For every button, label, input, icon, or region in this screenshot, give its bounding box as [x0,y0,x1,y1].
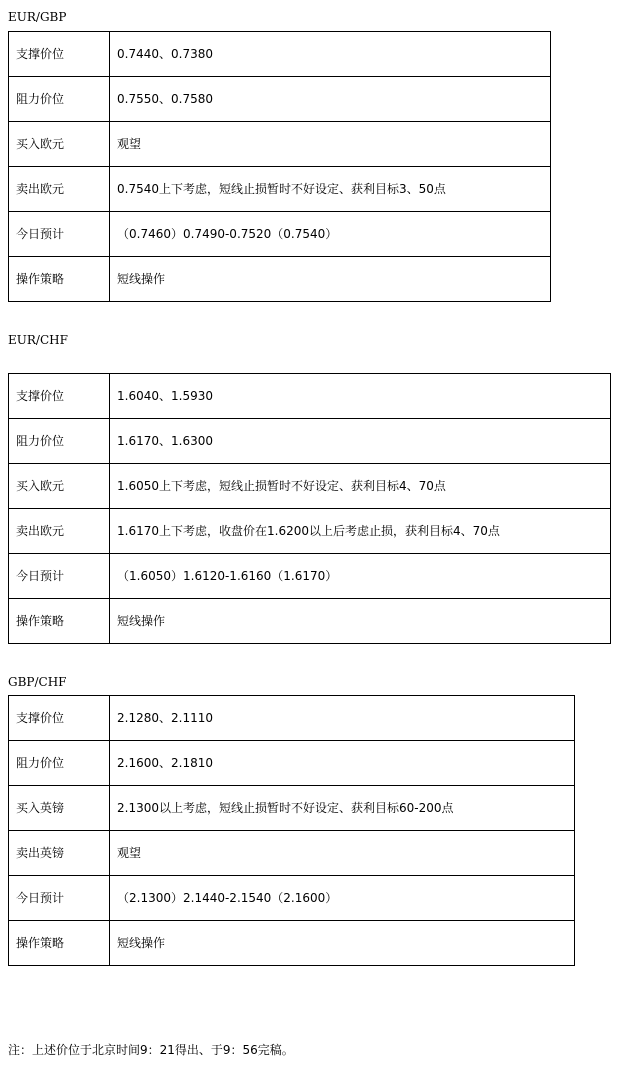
table-row [9,876,575,921]
table-row [9,554,611,599]
table-row [9,122,551,167]
row-value: 2.1600、2.1810 [110,741,575,786]
row-label: 卖出英镑 [9,831,110,876]
row-label: 支撑价位 [9,374,110,419]
row-value: 1.6040、1.5930 [110,374,611,419]
row-label: 操作策略 [9,921,110,966]
table-row [9,599,611,644]
row-label: 今日预计 [9,554,110,599]
row-label: 操作策略 [9,599,110,644]
table-eur-gbp [8,31,551,302]
row-value: 观望 [110,122,551,167]
row-label: 阻力价位 [9,77,110,122]
row-label: 支撑价位 [9,696,110,741]
row-value: 2.1280、2.1110 [110,696,575,741]
table-row [9,509,611,554]
row-value: 观望 [110,831,575,876]
row-value: （2.1300）2.1440-2.1540（2.1600） [110,876,575,921]
row-value: 1.6170上下考虑，收盘价在1.6200以上后考虑止损，获利目标4、70点 [110,509,611,554]
section-title-eur-chf: EUR/CHF [8,333,68,347]
row-label: 买入英镑 [9,786,110,831]
row-value: 2.1300以上考虑，短线止损暂时不好设定、获利目标60-200点 [110,786,575,831]
row-value: 短线操作 [110,599,611,644]
row-label: 今日预计 [9,212,110,257]
row-value: 短线操作 [110,257,551,302]
table-row [9,374,611,419]
table-row [9,921,575,966]
table-row [9,786,575,831]
table-row [9,696,575,741]
table-row [9,257,551,302]
row-label: 卖出欧元 [9,509,110,554]
row-value: 1.6170、1.6300 [110,419,611,464]
row-label: 支撑价位 [9,32,110,77]
table-eur-chf [8,373,611,644]
table-row [9,77,551,122]
row-value: 0.7550、0.7580 [110,77,551,122]
row-label: 今日预计 [9,876,110,921]
section-title-eur-gbp: EUR/GBP [8,10,67,24]
row-label: 阻力价位 [9,419,110,464]
row-value: （0.7460）0.7490-0.7520（0.7540） [110,212,551,257]
row-value: 1.6050上下考虑，短线止损暂时不好设定、获利目标4、70点 [110,464,611,509]
table-row [9,32,551,77]
table-row [9,419,611,464]
row-value: 短线操作 [110,921,575,966]
section-title-gbp-chf: GBP/CHF [8,675,67,689]
row-label: 买入欧元 [9,122,110,167]
row-label: 买入欧元 [9,464,110,509]
table-row [9,212,551,257]
table-gbp-chf [8,695,575,966]
table-row [9,464,611,509]
row-value: 0.7540上下考虑，短线止损暂时不好设定、获利目标3、50点 [110,167,551,212]
row-label: 操作策略 [9,257,110,302]
row-label: 阻力价位 [9,741,110,786]
row-value: 0.7440、0.7380 [110,32,551,77]
table-row [9,741,575,786]
table-row [9,831,575,876]
row-value: （1.6050）1.6120-1.6160（1.6170） [110,554,611,599]
table-row [9,167,551,212]
footer-note: 注：上述价位于北京时间9：21得出、于9：56完稿。 [8,1043,294,1057]
row-label: 卖出欧元 [9,167,110,212]
